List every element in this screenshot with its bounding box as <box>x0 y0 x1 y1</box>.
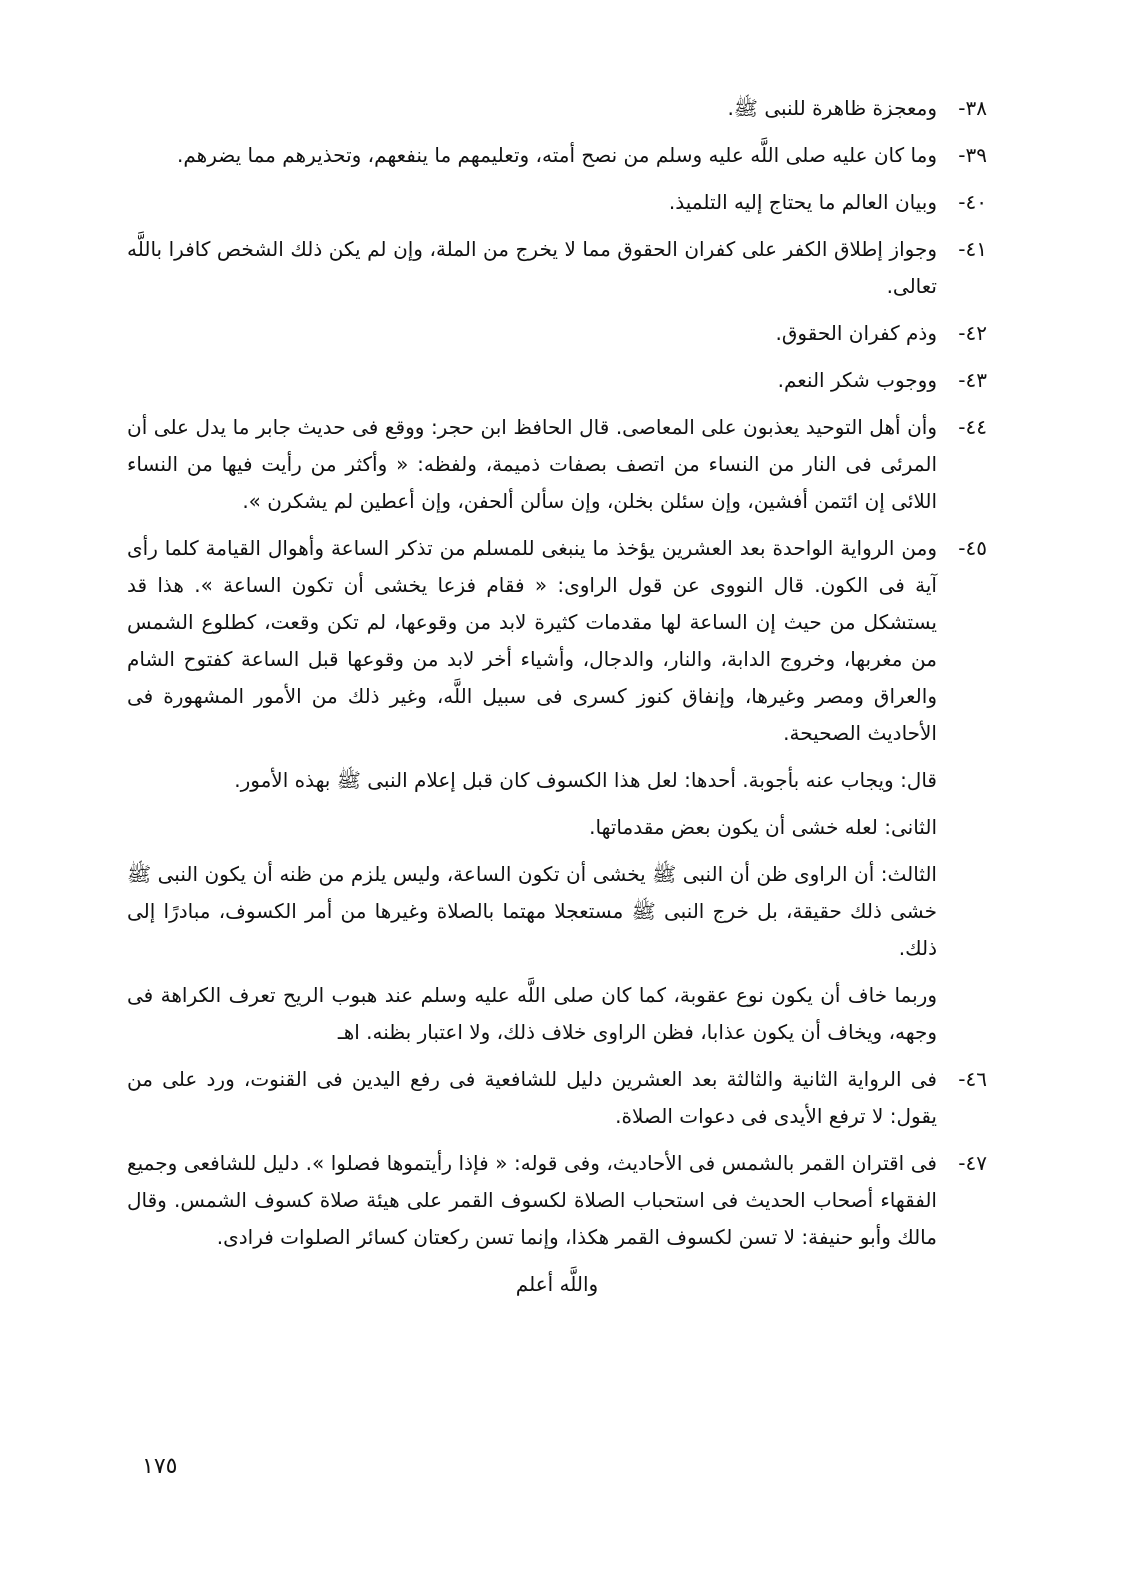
item-text: وذم كفران الحقوق. <box>775 321 937 345</box>
list-item <box>127 184 987 221</box>
item-text: وما كان عليه صلى اللَّه عليه وسلم من نصح أمته، وتعليمهم ما ينفعهم، وتحذيرهم مما يضرهم. <box>176 143 937 167</box>
item-number: ٣٨- <box>958 96 987 120</box>
list-item <box>127 231 987 305</box>
closing-line: واللَّه أعلم <box>515 1272 599 1296</box>
item-text: ووجوب شكر النعم. <box>777 368 937 392</box>
list-item <box>127 137 987 174</box>
list-item <box>127 315 987 352</box>
item-number: ٤٤- <box>958 415 987 439</box>
list-item <box>127 530 987 752</box>
item-number: ٤٦- <box>958 1067 987 1091</box>
sub-paragraph: قال: ويجاب عنه بأجوبة. أحدها: لعل هذا الكسوف كان قبل إعلام النبى ﷺ بهذه الأمور. <box>234 768 937 792</box>
page-number: ١٧٥ <box>142 1454 178 1479</box>
list-item <box>127 409 987 520</box>
sub-paragraph: الثانى: لعله خشى أن يكون بعض مقدماتها. <box>589 815 937 839</box>
item-text: فى الرواية الثانية والثالثة بعد العشرين دليل للشافعية فى رفع اليدين فى القنوت، ورد على من يقول: لا ترفع الأيدى فى دعوات الصلاة. <box>127 1067 937 1128</box>
item-text: وبيان العالم ما يحتاج إليه التلميذ. <box>668 190 937 214</box>
list-item <box>127 362 987 399</box>
list-item <box>127 90 987 127</box>
list-item <box>127 1145 987 1256</box>
item-text: فى اقتران القمر بالشمس فى الأحاديث، وفى قوله: « فإذا رأيتموها فصلوا ». دليل للشافعى وجميع الفقهاء أصحاب الحديث فى استحباب الصلاة لكسوف القمر على هيئة صلاة كسوف الشمس. وقال مالك وأبو حنيفة: لا تسن لكسوف القمر هكذا، وإنما تسن ركعتان كسائر الصلوات فرادى. <box>127 1151 937 1249</box>
item-text: وجواز إطلاق الكفر على كفران الحقوق مما لا يخرج من الملة، وإن لم يكن ذلك الشخص كافرا باللَّه تعالى. <box>127 237 937 298</box>
sub-paragraph: الثالث: أن الراوى ظن أن النبى ﷺ يخشى أن تكون الساعة، وليس يلزم من ظنه أن يكون النبى ﷺ خشى ذلك حقيقة، بل خرج النبى ﷺ مستعجلا مهتما بالصلاة وغيرها من أمر الكسوف، مبادرًا إلى ذلك. <box>127 862 937 960</box>
item-number: ٤٧- <box>958 1151 987 1175</box>
item-text: ومن الرواية الواحدة بعد العشرين يؤخذ ما ينبغى للمسلم من تذكر الساعة وأهوال القيامة كلما رأى آية فى الكون. قال النووى عن قول الراوى: « فقام فزعا يخشى أن تكون الساعة ». هذا قد يستشكل من حيث إن الساعة لها مقدمات كثيرة لابد من وقوعها، لم تكن وقعت، كطلوع الشمس من مغربها، وخروج الدابة، والنار، والدجال، وأشياء أخر لابد من وقوعها قبل الساعة كفتوح الشام والعراق ومصر وغيرها، وإنفاق كنوز كسرى فى سبيل اللَّه، وغير ذلك من الأمور المشهورة فى الأحاديث الصحيحة. <box>127 536 937 745</box>
item-number: ٣٩- <box>958 143 987 167</box>
item-text: ومعجزة ظاهرة للنبى ﷺ. <box>727 96 937 120</box>
item-number: ٤٣- <box>958 368 987 392</box>
page-body <box>127 90 987 1303</box>
item-number: ٤١- <box>958 237 987 261</box>
item-text: وأن أهل التوحيد يعذبون على المعاصى. قال الحافظ ابن حجر: ووقع فى حديث جابر ما يدل على أن المرئى فى النار من النساء من اتصف بصفات ذميمة، ولفظه: « وأكثر من رأيت فيها من النساء اللائى إن ائتمن أفشين، وإن سئلن بخلن، وإن سألن ألحفن، وإن أعطين لم يشكرن ». <box>127 415 937 513</box>
item-number: ٤٥- <box>958 536 987 560</box>
list-item <box>127 1061 987 1135</box>
sub-paragraph: وربما خاف أن يكون نوع عقوبة، كما كان صلى اللَّه عليه وسلم عند هبوب الريح تعرف الكراهة فى وجهه، ويخاف أن يكون عذابا، فظن الراوى خلاف ذلك، ولا اعتبار بظنه. اهـ <box>127 983 937 1044</box>
item-number: ٤٠- <box>958 190 987 214</box>
item-number: ٤٢- <box>958 321 987 345</box>
